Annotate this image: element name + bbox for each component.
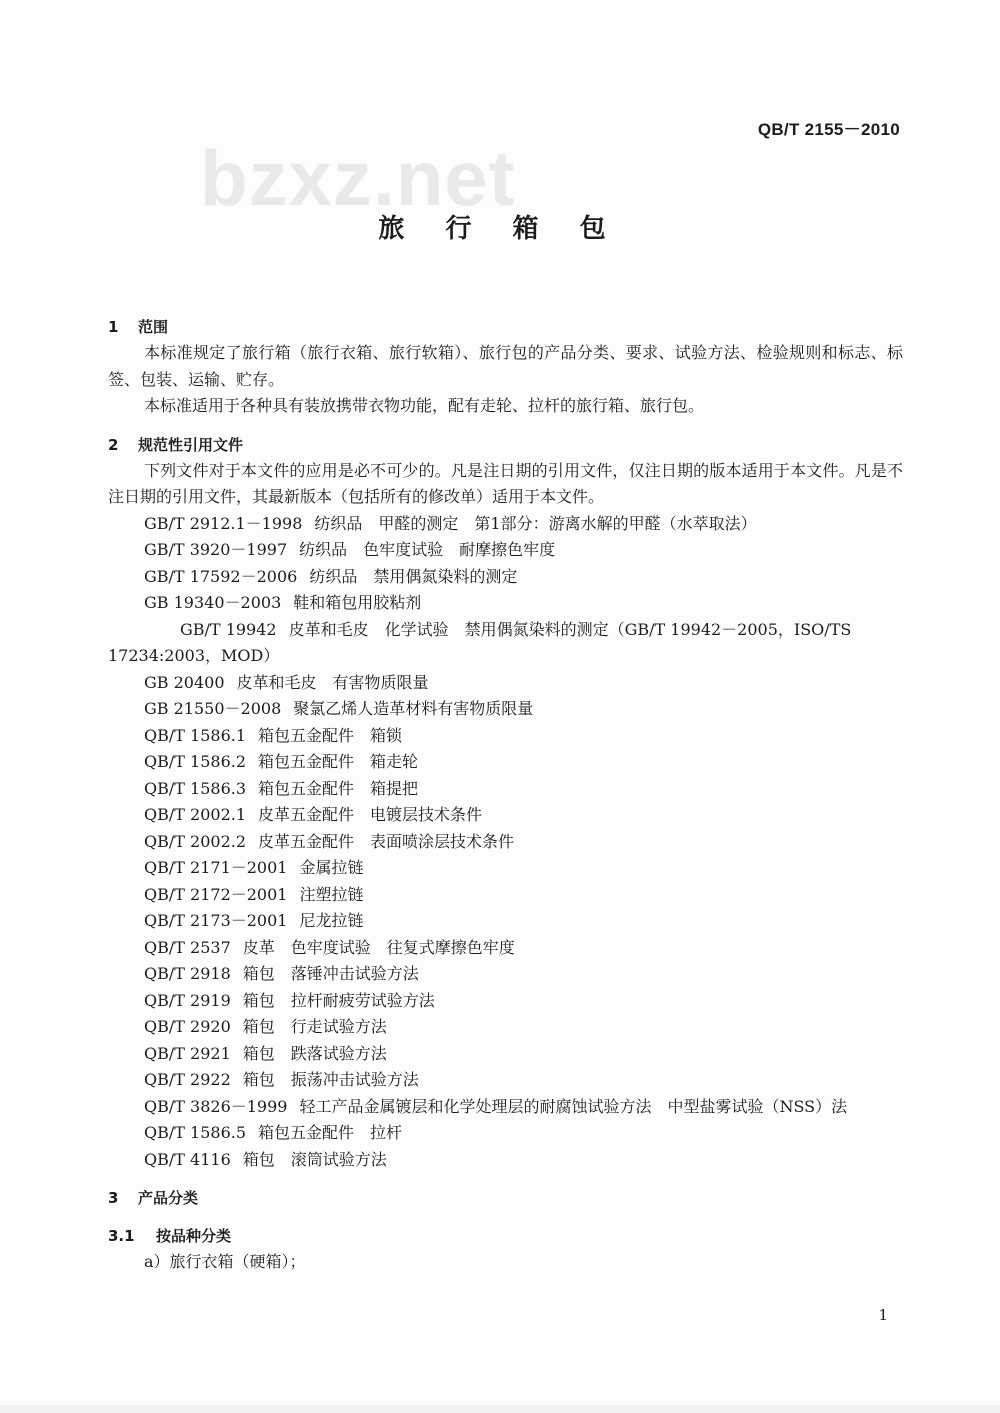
reference-code: GB 20400 — [144, 672, 225, 692]
reference-code: QB/T 2171－2001 — [144, 858, 288, 877]
reference-title: 轻工产品金属镀层和化学处理层的耐腐蚀试验方法 中型盐雾试验（NSS）法 — [299, 1096, 848, 1116]
reference-code: QB/T 1586.3 — [144, 778, 247, 798]
reference-code: QB/T 1586.5 — [144, 1123, 247, 1142]
reference-code: QB/T 3826－1999 — [144, 1096, 288, 1116]
reference-title: 皮革 色牢度试验 往复式摩擦色牢度 — [242, 937, 515, 957]
section-number: 3.1 — [108, 1227, 135, 1245]
reference-title: 箱包五金配件 箱提把 — [258, 778, 419, 798]
reference-item — [108, 988, 903, 1015]
reference-title: 纺织品 禁用偶氮染料的测定 — [309, 566, 518, 586]
reference-code: QB/T 1586.2 — [144, 752, 247, 771]
reference-code: QB/T 4116 — [144, 1149, 231, 1169]
reference-item — [108, 617, 903, 670]
reference-item — [108, 1067, 903, 1094]
reference-title: 箱包五金配件 箱走轮 — [258, 752, 419, 771]
reference-item — [108, 935, 903, 962]
reference-title: 尼龙拉链 — [299, 911, 364, 930]
reference-item — [108, 749, 903, 776]
subsection-heading — [108, 1223, 903, 1249]
reference-code: GB 19340－2003 — [144, 593, 282, 612]
reference-item — [108, 1014, 903, 1041]
reference-item — [108, 723, 903, 750]
reference-item — [108, 1120, 903, 1147]
reference-code: GB/T 19942 — [180, 619, 277, 639]
section-heading — [108, 1185, 903, 1211]
reference-code: QB/T 2919 — [144, 990, 231, 1010]
reference-list — [108, 511, 903, 1174]
reference-title: 箱包 振荡冲击试验方法 — [242, 1070, 419, 1089]
section-title: 范围 — [138, 318, 169, 336]
reference-title: 金属拉链 — [299, 858, 364, 877]
reference-title: 皮革五金配件 电镀层技术条件 — [258, 805, 483, 824]
reference-item — [108, 590, 903, 617]
reference-item — [108, 511, 903, 538]
reference-code: QB/T 2920 — [144, 1017, 231, 1036]
reference-title: 皮革五金配件 表面喷涂层技术条件 — [258, 831, 515, 851]
reference-title: 箱包 跌落试验方法 — [242, 1043, 387, 1063]
watermark: bzxz.net — [200, 134, 516, 222]
reference-title: 纺织品 甲醛的测定 第1部分：游离水解的甲醛（水萃取法） — [314, 513, 757, 533]
reference-item — [108, 802, 903, 829]
section-number: 1 — [108, 318, 119, 336]
reference-code: QB/T 1586.1 — [144, 725, 247, 745]
reference-item — [108, 882, 903, 909]
section-heading — [108, 314, 903, 340]
reference-title: 箱包 滚筒试验方法 — [242, 1149, 387, 1169]
section-number: 2 — [108, 435, 119, 454]
reference-code: GB/T 17592－2006 — [144, 566, 298, 586]
reference-item — [108, 961, 903, 988]
reference-title: 皮革和毛皮 有害物质限量 — [236, 672, 429, 692]
reference-item — [108, 670, 903, 697]
document-title: 旅 行 箱 包 — [378, 214, 622, 244]
reference-title: 箱包 拉杆耐疲劳试验方法 — [242, 990, 435, 1010]
reference-title: 皮革和毛皮 化学试验 禁用偶氮染料的测定（GB/T 19942－2005，ISO/TS 17234:2003，MOD） — [108, 619, 852, 665]
reference-item — [108, 855, 903, 882]
page-number: 1 — [878, 1306, 888, 1324]
reference-code: QB/T 2921 — [144, 1043, 231, 1063]
paragraph: 本标准适用于各种具有装放携带衣物功能，配有走轮、拉杆的旅行箱、旅行包。 — [144, 396, 705, 415]
reference-item — [108, 1094, 903, 1121]
reference-item — [108, 1041, 903, 1068]
reference-code: QB/T 2172－2001 — [144, 884, 288, 904]
reference-title: 纺织品 色牢度试验 耐摩擦色牢度 — [299, 540, 556, 559]
section-number: 3 — [108, 1189, 119, 1207]
reference-item — [108, 776, 903, 803]
reference-item — [108, 564, 903, 591]
section-heading — [108, 432, 903, 458]
reference-item — [108, 908, 903, 935]
reference-code: GB/T 2912.1－1998 — [144, 513, 303, 533]
reference-code: GB 21550－2008 — [144, 699, 282, 718]
reference-item — [108, 537, 903, 564]
reference-title: 箱包五金配件 箱锁 — [258, 725, 403, 745]
reference-title: 箱包五金配件 拉杆 — [258, 1123, 403, 1142]
reference-code: QB/T 2918 — [144, 964, 231, 983]
list-item: a）旅行衣箱（硬箱）； — [144, 1252, 306, 1271]
reference-item — [108, 829, 903, 856]
reference-code: QB/T 2173－2001 — [144, 911, 288, 930]
paragraph: 本标准规定了旅行箱（旅行衣箱、旅行软箱）、旅行包的产品分类、要求、试验方法、检验规则和标志、标签、包装、运输、贮存。 — [108, 343, 903, 389]
reference-title: 箱包 落锤冲击试验方法 — [242, 964, 419, 983]
section-title: 规范性引用文件 — [138, 435, 244, 454]
reference-code: QB/T 2922 — [144, 1070, 231, 1089]
paragraph: 下列文件对于本文件的应用是必不可少的。凡是注日期的引用文件，仅注日期的版本适用于本文件。凡是不注日期的引用文件，其最新版本（包括所有的修改单）适用于本文件。 — [108, 460, 903, 506]
section-title: 产品分类 — [138, 1189, 199, 1207]
page-edge — [0, 1405, 1000, 1413]
section-title: 按品种分类 — [156, 1227, 232, 1245]
reference-title: 聚氯乙烯人造革材料有害物质限量 — [293, 699, 534, 718]
reference-item — [108, 696, 903, 723]
document-body — [108, 314, 903, 1276]
reference-code: QB/T 2537 — [144, 937, 231, 957]
reference-title: 注塑拉链 — [299, 884, 364, 904]
reference-title: 鞋和箱包用胶粘剂 — [293, 593, 422, 612]
reference-code: GB/T 3920－1997 — [144, 540, 288, 559]
reference-code: QB/T 2002.1 — [144, 805, 247, 824]
standard-code: QB/T 2155－2010 — [757, 120, 900, 139]
reference-item — [108, 1147, 903, 1174]
reference-code: QB/T 2002.2 — [144, 831, 247, 851]
reference-title: 箱包 行走试验方法 — [242, 1017, 387, 1036]
